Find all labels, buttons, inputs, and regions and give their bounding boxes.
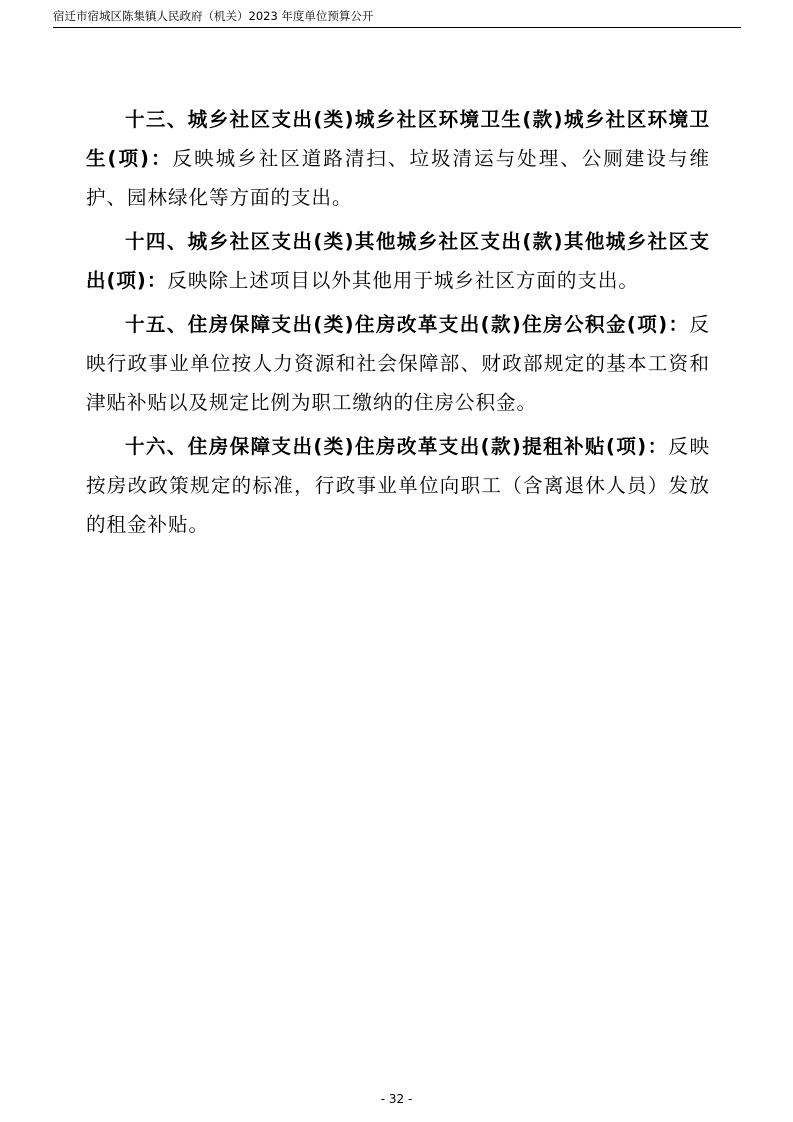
section-15 bbox=[86, 305, 710, 422]
section-13-heading: 十三、城乡社区支出(类)城乡社区环境卫生(款)城乡社区环境卫生(项)： bbox=[86, 108, 710, 170]
section-13 bbox=[86, 100, 710, 217]
page-content bbox=[86, 100, 710, 549]
section-16-heading: 十六、住房保障支出(类)住房改革支出(款)提租补贴(项)： bbox=[125, 435, 669, 458]
page-number: - 32 - bbox=[380, 1092, 413, 1106]
section-15-body: 反映行政事业单位按人力资源和社会保障部、财政部规定的基本工资和津贴补贴以及规定比例为职工缴纳的住房公积金。 bbox=[86, 313, 710, 414]
header-title: 宿迁市宿城区陈集镇人民政府（机关）2023 年度单位预算公开 bbox=[53, 9, 374, 23]
section-14-heading: 十四、城乡社区支出(类)其他城乡社区支出(款)其他城乡社区支出(项)： bbox=[86, 230, 710, 292]
section-13-body: 反映城乡社区道路清扫、垃圾清运与处理、公厕建设与维护、园林绿化等方面的支出。 bbox=[86, 147, 710, 209]
section-14-body: 反映除上述项目以外其他用于城乡社区方面的支出。 bbox=[167, 269, 639, 292]
page-header bbox=[53, 3, 741, 28]
section-15-heading: 十五、住房保障支出(类)住房改革支出(款)住房公积金(项)： bbox=[125, 313, 690, 336]
section-14 bbox=[86, 222, 710, 300]
section-16-body: 反映按房改政策规定的标准，行政事业单位向职工（含离退休人员）发放的租金补贴。 bbox=[86, 435, 710, 536]
section-16 bbox=[86, 427, 710, 544]
